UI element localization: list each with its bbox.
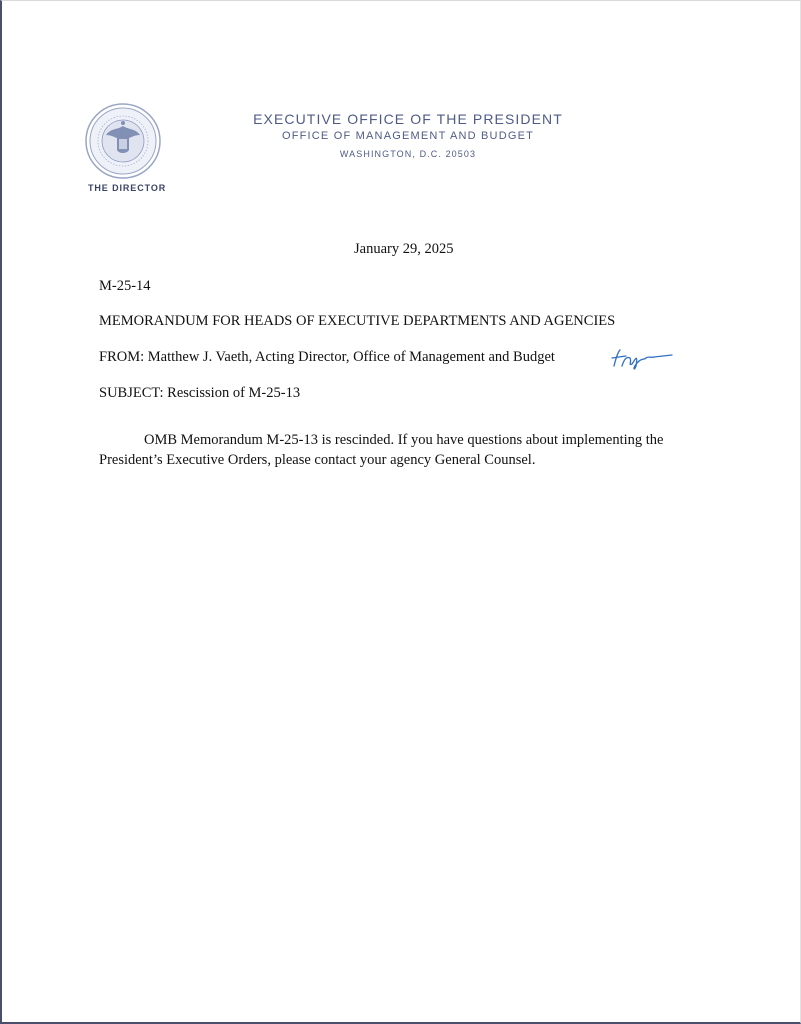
letterhead-line-3: WASHINGTON, D.C. 20503 xyxy=(339,149,477,159)
memo-subject: SUBJECT: Rescission of M-25-13 xyxy=(99,385,301,401)
presidential-seal-icon xyxy=(84,102,162,180)
memo-date: January 29, 2025 xyxy=(354,241,454,257)
memo-number: M-25-14 xyxy=(99,278,151,294)
memo-body-line-2: President’s Executive Orders, please contact your agency General Counsel. xyxy=(99,452,536,468)
director-label: THE DIRECTOR xyxy=(88,183,167,193)
memo-body-line-1: OMB Memorandum M-25-13 is rescinded. If you have questions about implementing the xyxy=(144,432,664,448)
letterhead-line-1: EXECUTIVE OFFICE OF THE PRESIDENT xyxy=(253,111,563,127)
signature xyxy=(606,344,676,374)
letterhead-line-2: OFFICE OF MANAGEMENT AND BUDGET xyxy=(281,130,535,142)
memo-from: FROM: Matthew J. Vaeth, Acting Director, Office of Management and Budget xyxy=(99,349,555,365)
memo-addressee: MEMORANDUM FOR HEADS OF EXECUTIVE DEPARTMENTS AND AGENCIES xyxy=(99,313,616,329)
